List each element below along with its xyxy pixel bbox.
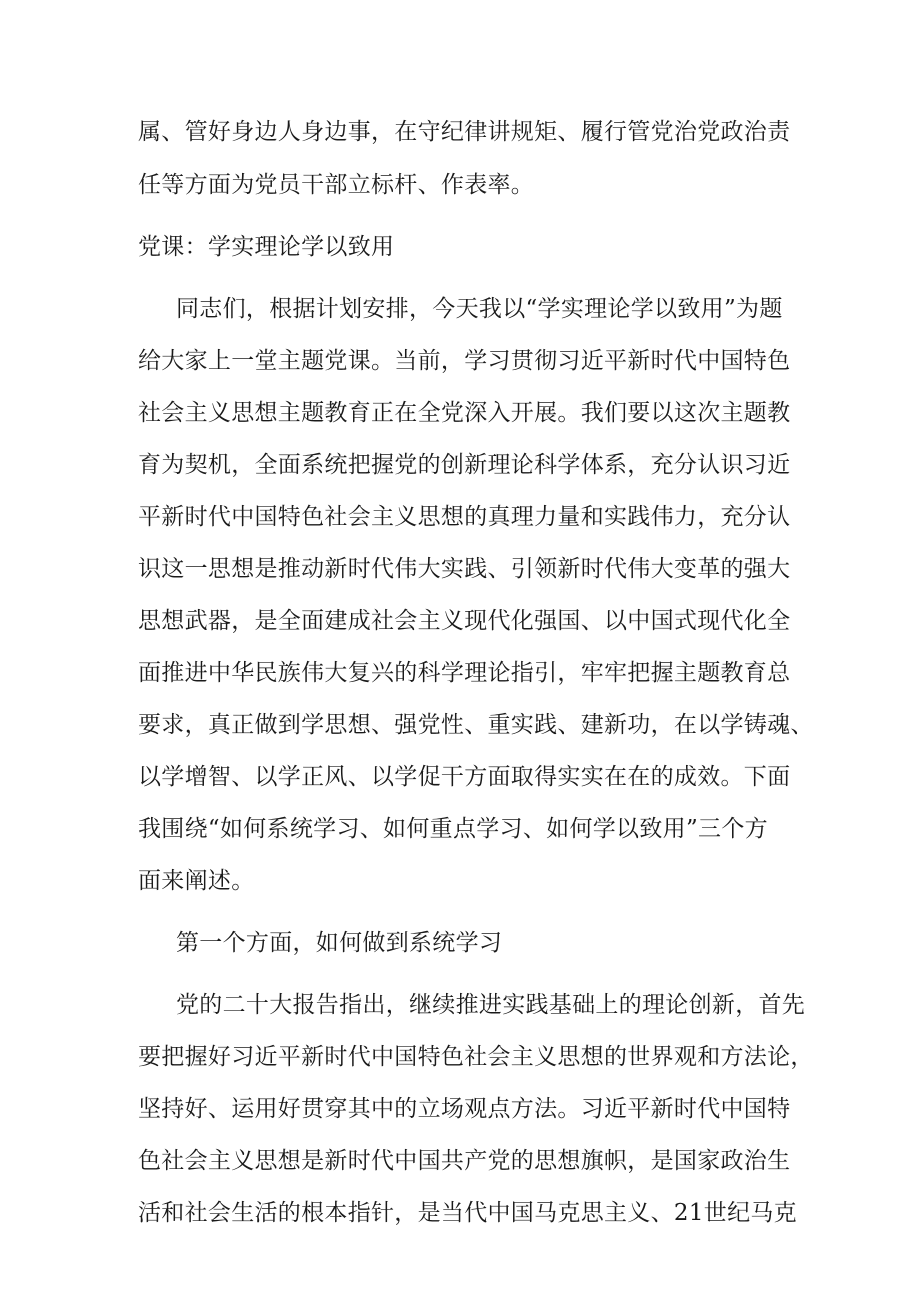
paragraph-line: 平新时代中国特色社会主义思想的真理力量和实践伟力，充分认 — [138, 504, 791, 530]
paragraph-line: 要求，真正做到学思想、强党性、重实践、建新功，在以学铸魂、 — [138, 712, 814, 738]
paragraph-line: 给大家上一堂主题党课。当前，学习贯彻习近平新时代中国特色 — [138, 348, 791, 374]
paragraph-line: 属、管好身边人身边事，在守纪律讲规矩、履行管党治党政治责 — [138, 119, 791, 145]
paragraph-line: 社会主义思想主题教育正在全党深入开展。我们要以这次主题教 — [138, 400, 791, 426]
paragraph-line: 同志们，根据计划安排，今天我以“学实理论学以致用”为题 — [176, 296, 783, 322]
subsection-heading: 第一个方面，如何做到系统学习 — [176, 930, 503, 956]
paragraph-line: 色社会主义思想是新时代中国共产党的思想旗帜，是国家政治生 — [138, 1148, 791, 1174]
paragraph-line: 我围绕“如何系统学习、如何重点学习、如何学以致用”三个方 — [138, 816, 768, 842]
paragraph-line: 育为契机，全面系统把握党的创新理论科学体系，充分认识习近 — [138, 452, 791, 478]
paragraph-line: 思想武器，是全面建成社会主义现代化强国、以中国式现代化全 — [138, 608, 791, 634]
paragraph-line: 面推进中华民族伟大复兴的科学理论指引，牢牢把握主题教育总 — [138, 660, 791, 686]
paragraph-line: 以学增智、以学正风、以学促干方面取得实实在在的成效。下面 — [138, 764, 791, 790]
paragraph-line: 识这一思想是推动新时代伟大实践、引领新时代伟大变革的强大 — [138, 556, 791, 582]
paragraph-line: 任等方面为党员干部立标杆、作表率。 — [138, 172, 535, 198]
paragraph-line: 面来阐述。 — [138, 868, 255, 894]
paragraph-line: 坚持好、运用好贯穿其中的立场观点方法。习近平新时代中国特 — [138, 1096, 791, 1122]
paragraph-line: 党的二十大报告指出，继续推进实践基础上的理论创新，首先 — [176, 992, 806, 1018]
section-heading: 党课：学实理论学以致用 — [138, 234, 395, 260]
paragraph-line: 活和社会生活的根本指针，是当代中国马克思主义、21世纪马克 — [138, 1200, 797, 1226]
paragraph-line: 要把握好习近平新时代中国特色社会主义思想的世界观和方法论， — [138, 1044, 814, 1070]
